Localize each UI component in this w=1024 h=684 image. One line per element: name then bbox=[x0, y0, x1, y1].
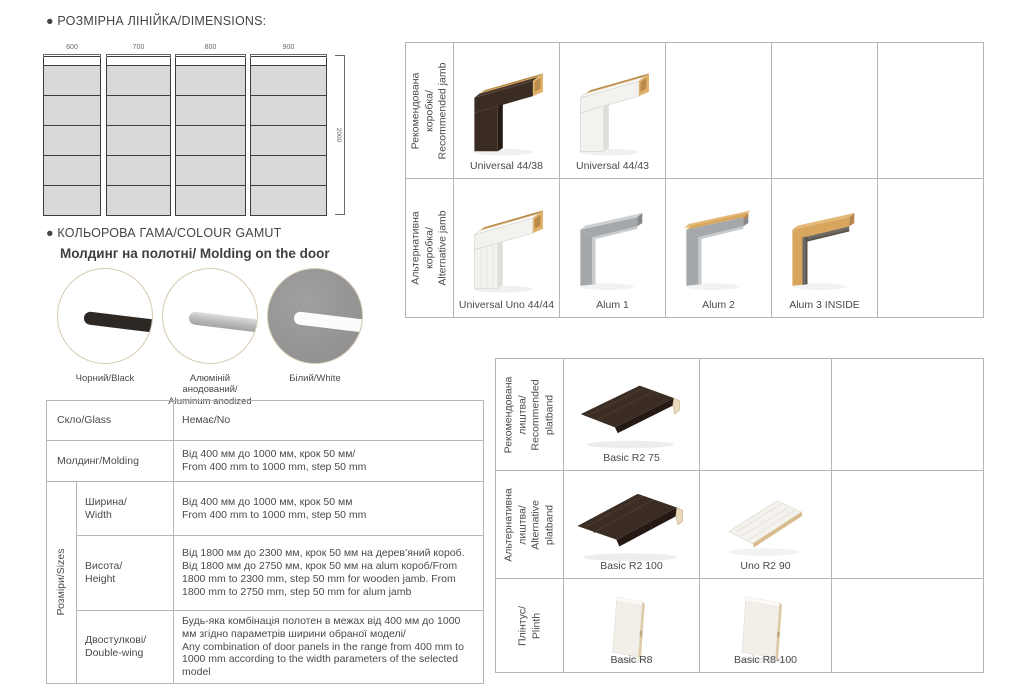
panel-white-image bbox=[710, 488, 822, 564]
table-row bbox=[47, 611, 484, 684]
product-basic-r2-100 bbox=[564, 471, 700, 579]
door-outline bbox=[250, 56, 327, 216]
spec-label-width: Ширина/ Width bbox=[77, 482, 174, 536]
product-alum-3-inside bbox=[772, 179, 878, 318]
width-dimension-label: 900 bbox=[250, 42, 327, 55]
door-panel bbox=[44, 126, 100, 156]
door-panel bbox=[176, 66, 245, 96]
empty-cell bbox=[832, 359, 984, 471]
door-panel bbox=[176, 156, 245, 186]
table-row bbox=[47, 482, 484, 536]
empty-cell bbox=[700, 359, 832, 471]
empty-cell bbox=[832, 579, 984, 673]
molding-colour-swatches bbox=[57, 268, 372, 407]
table-row bbox=[47, 536, 484, 611]
empty-cell bbox=[878, 43, 984, 179]
door-top-rail bbox=[176, 57, 245, 66]
door-panel bbox=[176, 126, 245, 156]
product-label: Basic R8-100 bbox=[733, 654, 798, 666]
door-panel bbox=[176, 96, 245, 126]
door-panel bbox=[251, 126, 326, 156]
door-diagram-900 bbox=[250, 42, 327, 216]
height-dimension-label: 2000 bbox=[335, 127, 342, 143]
spec-label-double-wing: Двостулкові/ Double-wing bbox=[77, 611, 174, 684]
colour-gamut-heading: ● КОЛЬОРОВА ГАМА/COLOUR GAMUT bbox=[46, 226, 282, 240]
swatch-white bbox=[267, 268, 363, 407]
door-panel bbox=[251, 186, 326, 215]
width-dimension-label: 600 bbox=[43, 42, 101, 55]
product-label: Alum 3 INSIDE bbox=[789, 299, 860, 311]
jamb-corner-white-uno-image bbox=[461, 199, 553, 299]
door-diagram-800 bbox=[175, 42, 246, 216]
jamb-table bbox=[405, 42, 984, 318]
product-universal-44-43 bbox=[560, 43, 666, 179]
door-panel bbox=[176, 186, 245, 215]
empty-cell bbox=[666, 43, 772, 179]
alternative-jamb-header: Альтернативна коробка/ Alternative jamb bbox=[406, 179, 454, 318]
black-molding-swatch-image bbox=[57, 268, 153, 364]
empty-cell bbox=[772, 43, 878, 179]
swatch-label: Білий/White bbox=[289, 373, 341, 384]
table-row bbox=[47, 441, 484, 482]
swatch-black bbox=[57, 268, 153, 407]
product-label: Basic R2 75 bbox=[603, 452, 660, 464]
door-outline bbox=[175, 56, 246, 216]
spec-value-molding: Від 400 мм до 1000 мм, крок 50 мм/ From 400 mm to 1000 mm, step 50 mm bbox=[174, 441, 484, 482]
spec-group-sizes bbox=[47, 482, 77, 684]
door-outline bbox=[106, 56, 171, 216]
plinth-header: Плінтус/ Plinth bbox=[496, 579, 564, 673]
product-basic-r8-100 bbox=[700, 579, 832, 673]
product-label: Universal Uno 44/44 bbox=[458, 299, 555, 311]
product-label: Universal 44/38 bbox=[470, 160, 543, 172]
product-label: Uno R2 90 bbox=[740, 560, 791, 572]
swatch-label: Чорний/Black bbox=[75, 373, 135, 384]
door-panel bbox=[44, 156, 100, 186]
product-label: Alum 1 bbox=[596, 299, 629, 311]
spec-label-molding: Молдинг/Molding bbox=[47, 441, 174, 482]
product-universal-44-38 bbox=[454, 43, 560, 179]
recommended-platband-header: Рекомендована лиштва/ Recommended platband bbox=[496, 359, 564, 471]
door-panel bbox=[44, 66, 100, 96]
door-panel bbox=[44, 186, 100, 215]
empty-cell bbox=[878, 179, 984, 318]
door-size-diagrams bbox=[43, 42, 353, 218]
jamb-corner-aluminum-image bbox=[567, 199, 659, 299]
spec-label-height: Висота/ Height bbox=[77, 536, 174, 611]
molding-subheading: Молдинг на полотні/ Molding on the door bbox=[60, 246, 330, 261]
width-dimension-label: 700 bbox=[106, 42, 171, 55]
alternative-platband-header: Альтернативна лиштва/ Alternative platband bbox=[496, 471, 564, 579]
door-panel bbox=[107, 156, 170, 186]
product-label: Alum 2 bbox=[702, 299, 735, 311]
door-panel bbox=[107, 126, 170, 156]
sizes-vertical-label: Розміри/Sizes bbox=[54, 549, 67, 616]
product-label: Universal 44/43 bbox=[576, 160, 649, 172]
table-row-recommended-jamb bbox=[406, 43, 984, 179]
table-row-alternative-platband bbox=[496, 471, 984, 579]
molding-stripe bbox=[83, 311, 153, 334]
table-row bbox=[47, 401, 484, 441]
spec-value-height: Від 1800 мм до 2300 мм, крок 50 мм на дерев’яний короб. Від 1800 мм до 2750 мм, крок 50 мм на alum короб/From 1800 mm to 2300 mm, step 50 mm for wooden jamb. From 1800 mm to 2750 mm, step 50 mm for alum jamb bbox=[174, 536, 484, 611]
empty-cell bbox=[832, 471, 984, 579]
platband-wenge-image bbox=[569, 378, 695, 454]
table-row-recommended-platband bbox=[496, 359, 984, 471]
jamb-corner-white-image bbox=[567, 62, 659, 162]
spec-value-glass: Немає/No bbox=[174, 401, 484, 441]
door-panel bbox=[107, 96, 170, 126]
aluminum-molding-swatch-image bbox=[162, 268, 258, 364]
door-panel bbox=[251, 156, 326, 186]
product-universal-uno-44-44 bbox=[454, 179, 560, 318]
jamb-corner-wood-dark-inside-image bbox=[779, 199, 871, 299]
product-label: Basic R8 bbox=[610, 654, 653, 666]
swatch-aluminum bbox=[162, 268, 258, 407]
height-dimension-line bbox=[332, 55, 345, 215]
door-panel bbox=[107, 186, 170, 215]
spec-label-glass: Скло/Glass bbox=[47, 401, 174, 441]
molding-stripe bbox=[293, 311, 363, 334]
product-basic-r8 bbox=[564, 579, 700, 673]
door-diagram-700 bbox=[106, 42, 171, 216]
product-alum-2 bbox=[666, 179, 772, 318]
platband-table bbox=[495, 358, 984, 673]
swatch-label: Алюміній анодований/ Aluminum anodized bbox=[168, 373, 252, 407]
door-panel bbox=[107, 66, 170, 96]
recommended-jamb-header: Рекомендована коробка/ Recommended jamb bbox=[406, 43, 454, 179]
door-panel bbox=[44, 96, 100, 126]
door-top-rail bbox=[44, 57, 100, 66]
spec-value-width: Від 400 мм до 1000 мм, крок 50 мм From 400 mm to 1000 mm, step 50 mm bbox=[174, 482, 484, 536]
jamb-corner-wenge-image bbox=[461, 62, 553, 162]
platband-wenge-large-image bbox=[566, 487, 698, 565]
table-row-alternative-jamb bbox=[406, 179, 984, 318]
specs-table bbox=[46, 400, 484, 684]
product-label: Basic R2 100 bbox=[600, 560, 663, 572]
door-panel bbox=[251, 96, 326, 126]
jamb-corner-aluminum-wood-image bbox=[673, 199, 765, 299]
table-row-plinth bbox=[496, 579, 984, 673]
spec-value-double-wing: Будь-яка комбінація полотен в межах від 400 мм до 1000 мм згідно параметрів ширини обраної моделі/ Any combination of door panels in the range from 400 mm to 1000 mm according to the width parameters of the selected model bbox=[174, 611, 484, 684]
door-panel bbox=[251, 66, 326, 96]
door-outline bbox=[43, 56, 101, 216]
door-diagram-600 bbox=[43, 42, 101, 216]
door-top-rail bbox=[107, 57, 170, 66]
product-alum-1 bbox=[560, 179, 666, 318]
dimensions-heading: ● РОЗМІРНА ЛІНІЙКА/DIMENSIONS: bbox=[46, 14, 267, 28]
door-top-rail bbox=[251, 57, 326, 66]
width-dimension-label: 800 bbox=[175, 42, 246, 55]
product-uno-r2-90 bbox=[700, 471, 832, 579]
white-molding-swatch-image bbox=[267, 268, 363, 364]
molding-stripe bbox=[188, 311, 258, 334]
product-basic-r2-75 bbox=[564, 359, 700, 471]
